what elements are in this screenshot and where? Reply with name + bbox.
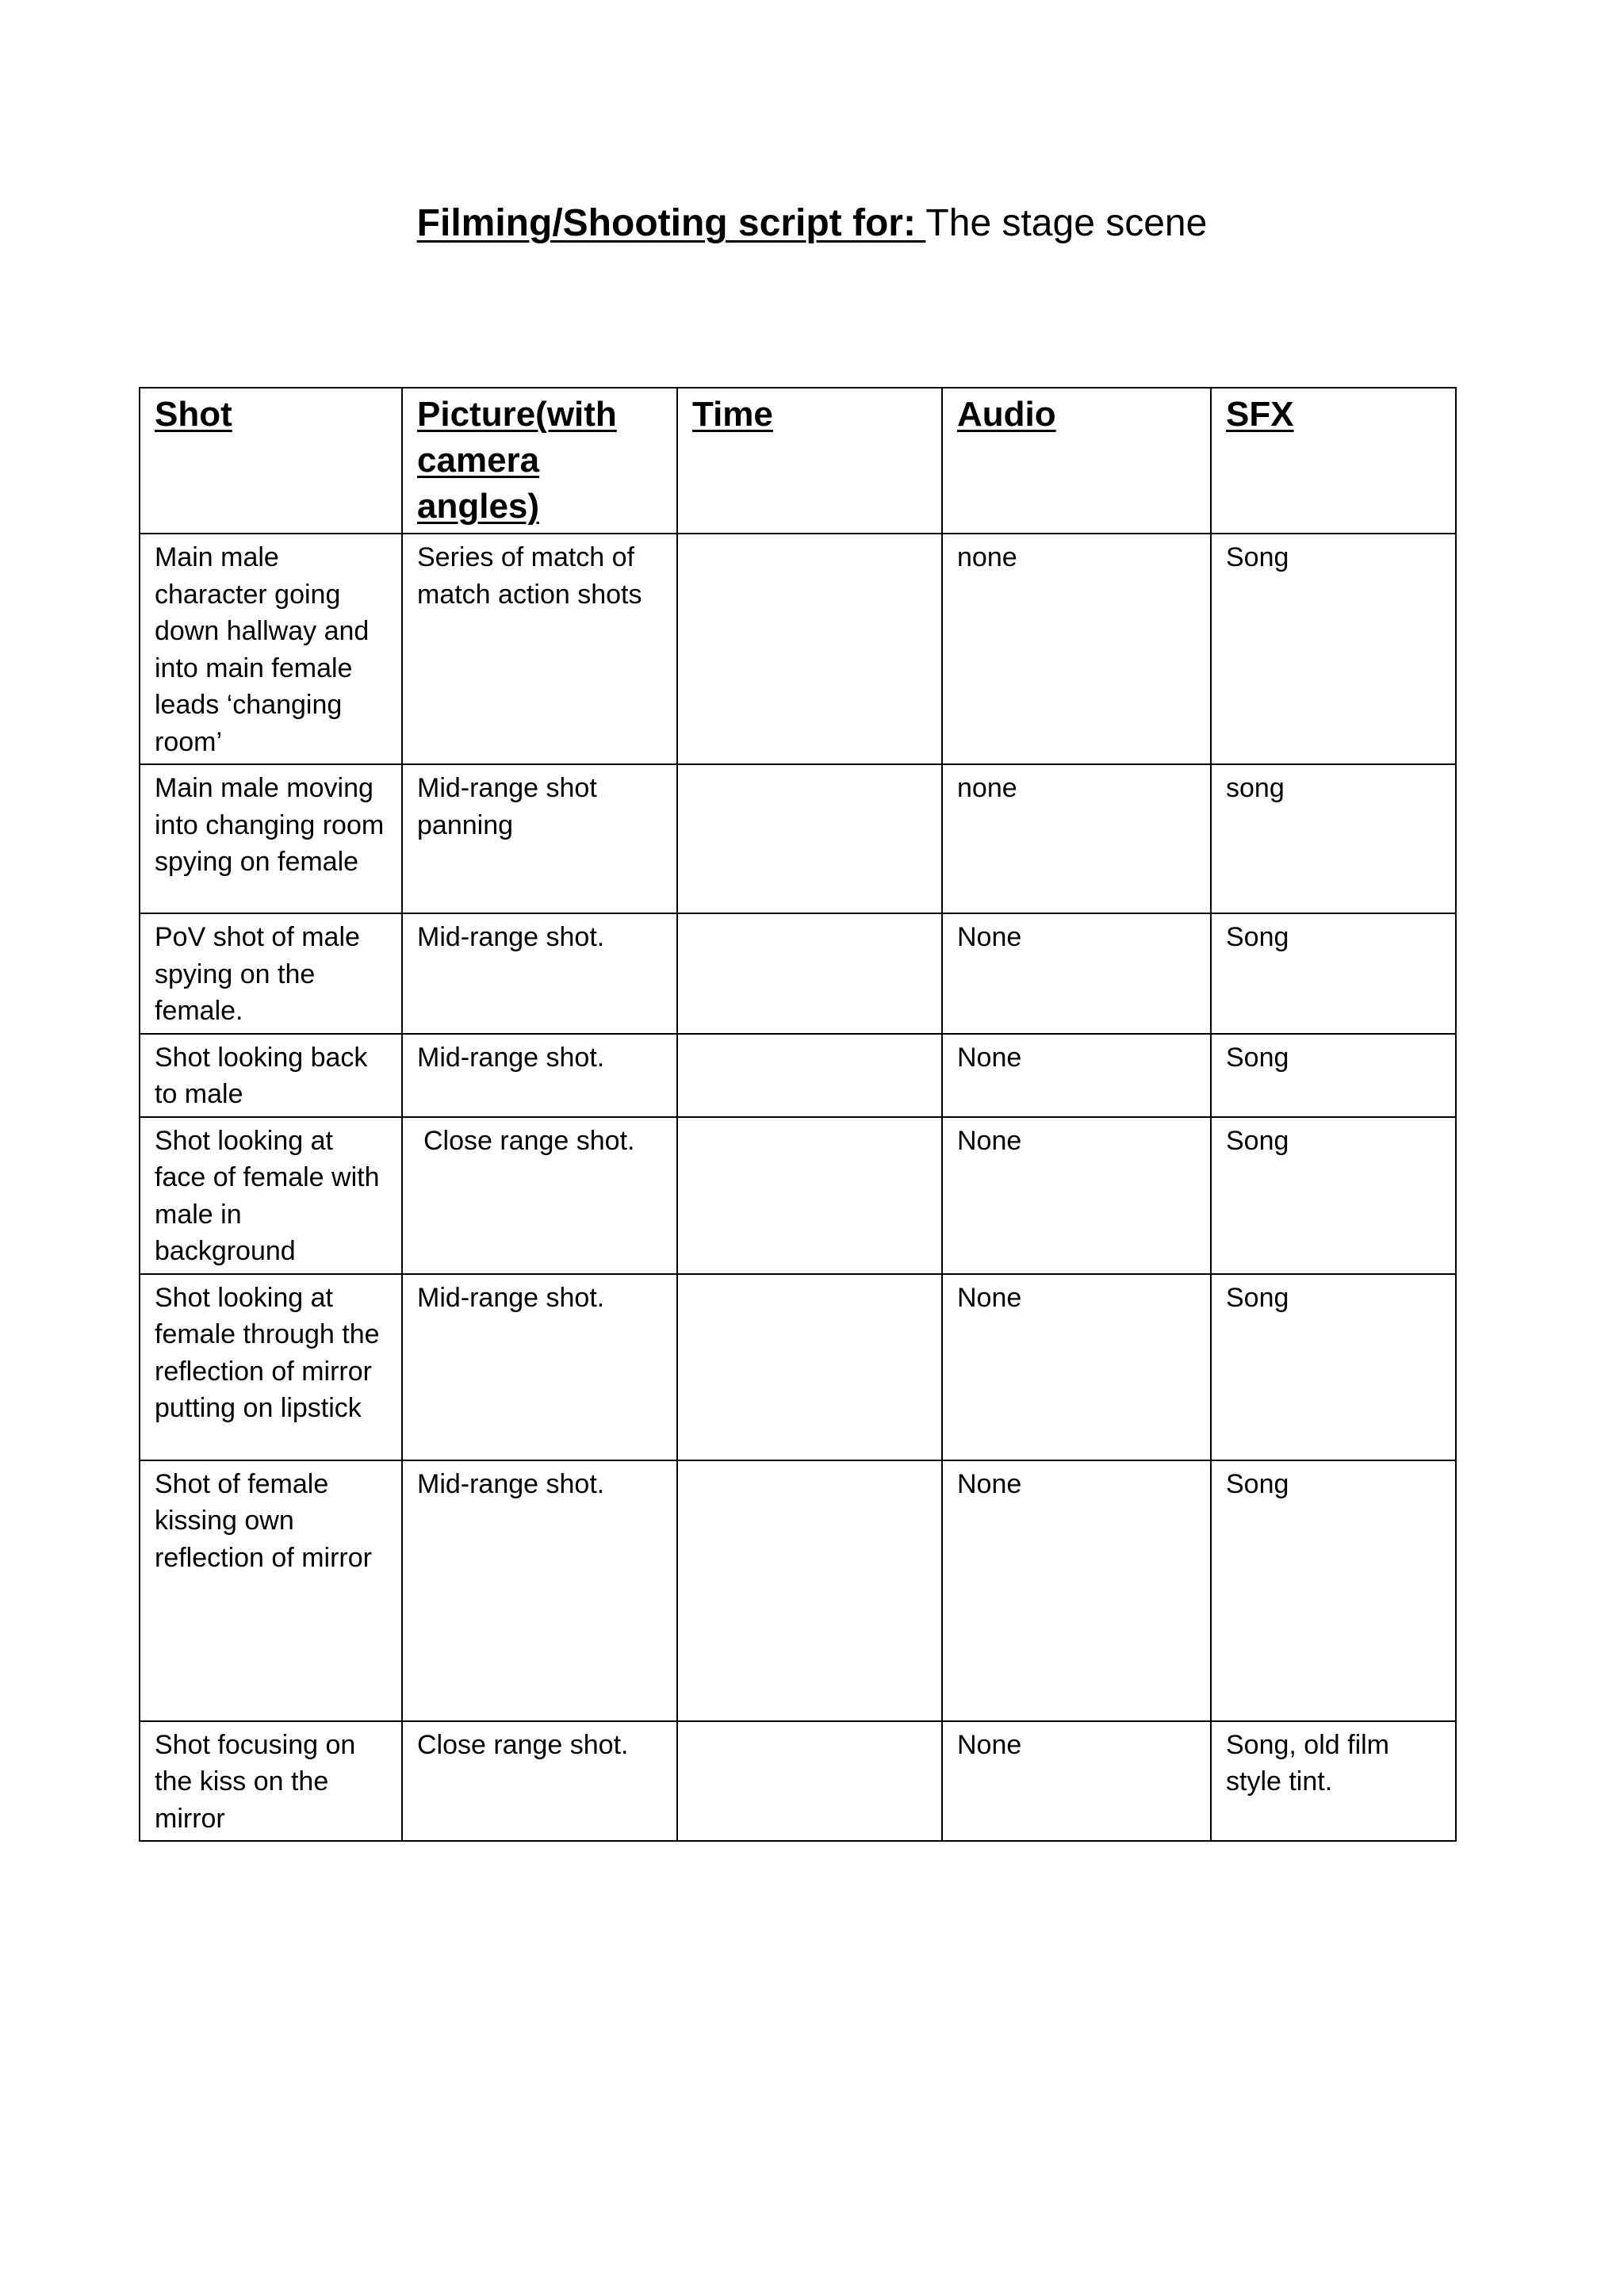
table-row: [140, 1117, 1456, 1274]
cell-sfx: Song: [1211, 1274, 1456, 1460]
table-row: [140, 1460, 1456, 1721]
cell-shot: Shot looking at female through the reflection of mirror putting on lipstick: [140, 1274, 402, 1460]
cell-audio: none: [942, 764, 1211, 913]
column-header-shot: Shot: [140, 388, 402, 534]
cell-time: [677, 1034, 942, 1117]
document-title: [0, 198, 1624, 249]
column-header-picture: Picture(with camera angles): [402, 388, 677, 534]
cell-picture: Mid-range shot.: [402, 1274, 677, 1460]
cell-picture: Mid-range shot.: [402, 1460, 677, 1721]
title-separator: [916, 202, 925, 244]
cell-sfx: song: [1211, 764, 1456, 913]
cell-shot: Shot of female kissing own reflection of mirror: [140, 1460, 402, 1721]
cell-time: [677, 1117, 942, 1274]
cell-shot: Shot looking back to male: [140, 1034, 402, 1117]
cell-picture: Mid-range shot panning: [402, 764, 677, 913]
cell-shot: PoV shot of male spying on the female.: [140, 913, 402, 1034]
table-row: [140, 1274, 1456, 1460]
table-row: [140, 764, 1456, 913]
title-value: The stage scene: [925, 202, 1208, 244]
cell-shot: Main male character going down hallway and into main female leads ‘changing room’: [140, 534, 402, 764]
cell-audio: None: [942, 913, 1211, 1034]
cell-time: [677, 913, 942, 1034]
cell-audio: None: [942, 1274, 1211, 1460]
column-header-sfx: SFX: [1211, 388, 1456, 534]
column-header-time: Time: [677, 388, 942, 534]
cell-sfx: Song: [1211, 1117, 1456, 1274]
cell-picture: [402, 1117, 677, 1274]
cell-picture-text: Close range shot.: [423, 1125, 635, 1156]
cell-sfx: Song: [1211, 913, 1456, 1034]
cell-audio: None: [942, 1721, 1211, 1842]
cell-picture: Series of match of match action shots: [402, 534, 677, 764]
table-row: [140, 1721, 1456, 1842]
title-label: Filming/Shooting script for:: [416, 202, 916, 244]
cell-audio: None: [942, 1460, 1211, 1721]
cell-shot: Main male moving into changing room spying on female: [140, 764, 402, 913]
cell-sfx: Song, old film style tint.: [1211, 1721, 1456, 1842]
cell-time: [677, 1460, 942, 1721]
table-row: [140, 1034, 1456, 1117]
cell-time: [677, 1274, 942, 1460]
cell-time: [677, 764, 942, 913]
cell-picture: Mid-range shot.: [402, 913, 677, 1034]
cell-time: [677, 1721, 942, 1842]
cell-sfx: Song: [1211, 1460, 1456, 1721]
cell-shot: Shot focusing on the kiss on the mirror: [140, 1721, 402, 1842]
shooting-script-table: [139, 387, 1457, 1842]
column-header-audio: Audio: [942, 388, 1211, 534]
table-header-row: [140, 388, 1456, 534]
cell-sfx: Song: [1211, 534, 1456, 764]
cell-sfx: Song: [1211, 1034, 1456, 1117]
cell-audio: none: [942, 534, 1211, 764]
cell-picture: Close range shot.: [402, 1721, 677, 1842]
table-row: [140, 534, 1456, 764]
cell-shot: Shot looking at face of female with male in background: [140, 1117, 402, 1274]
cell-picture: Mid-range shot.: [402, 1034, 677, 1117]
cell-audio: None: [942, 1034, 1211, 1117]
table-row: [140, 913, 1456, 1034]
cell-audio: None: [942, 1117, 1211, 1274]
cell-time: [677, 534, 942, 764]
